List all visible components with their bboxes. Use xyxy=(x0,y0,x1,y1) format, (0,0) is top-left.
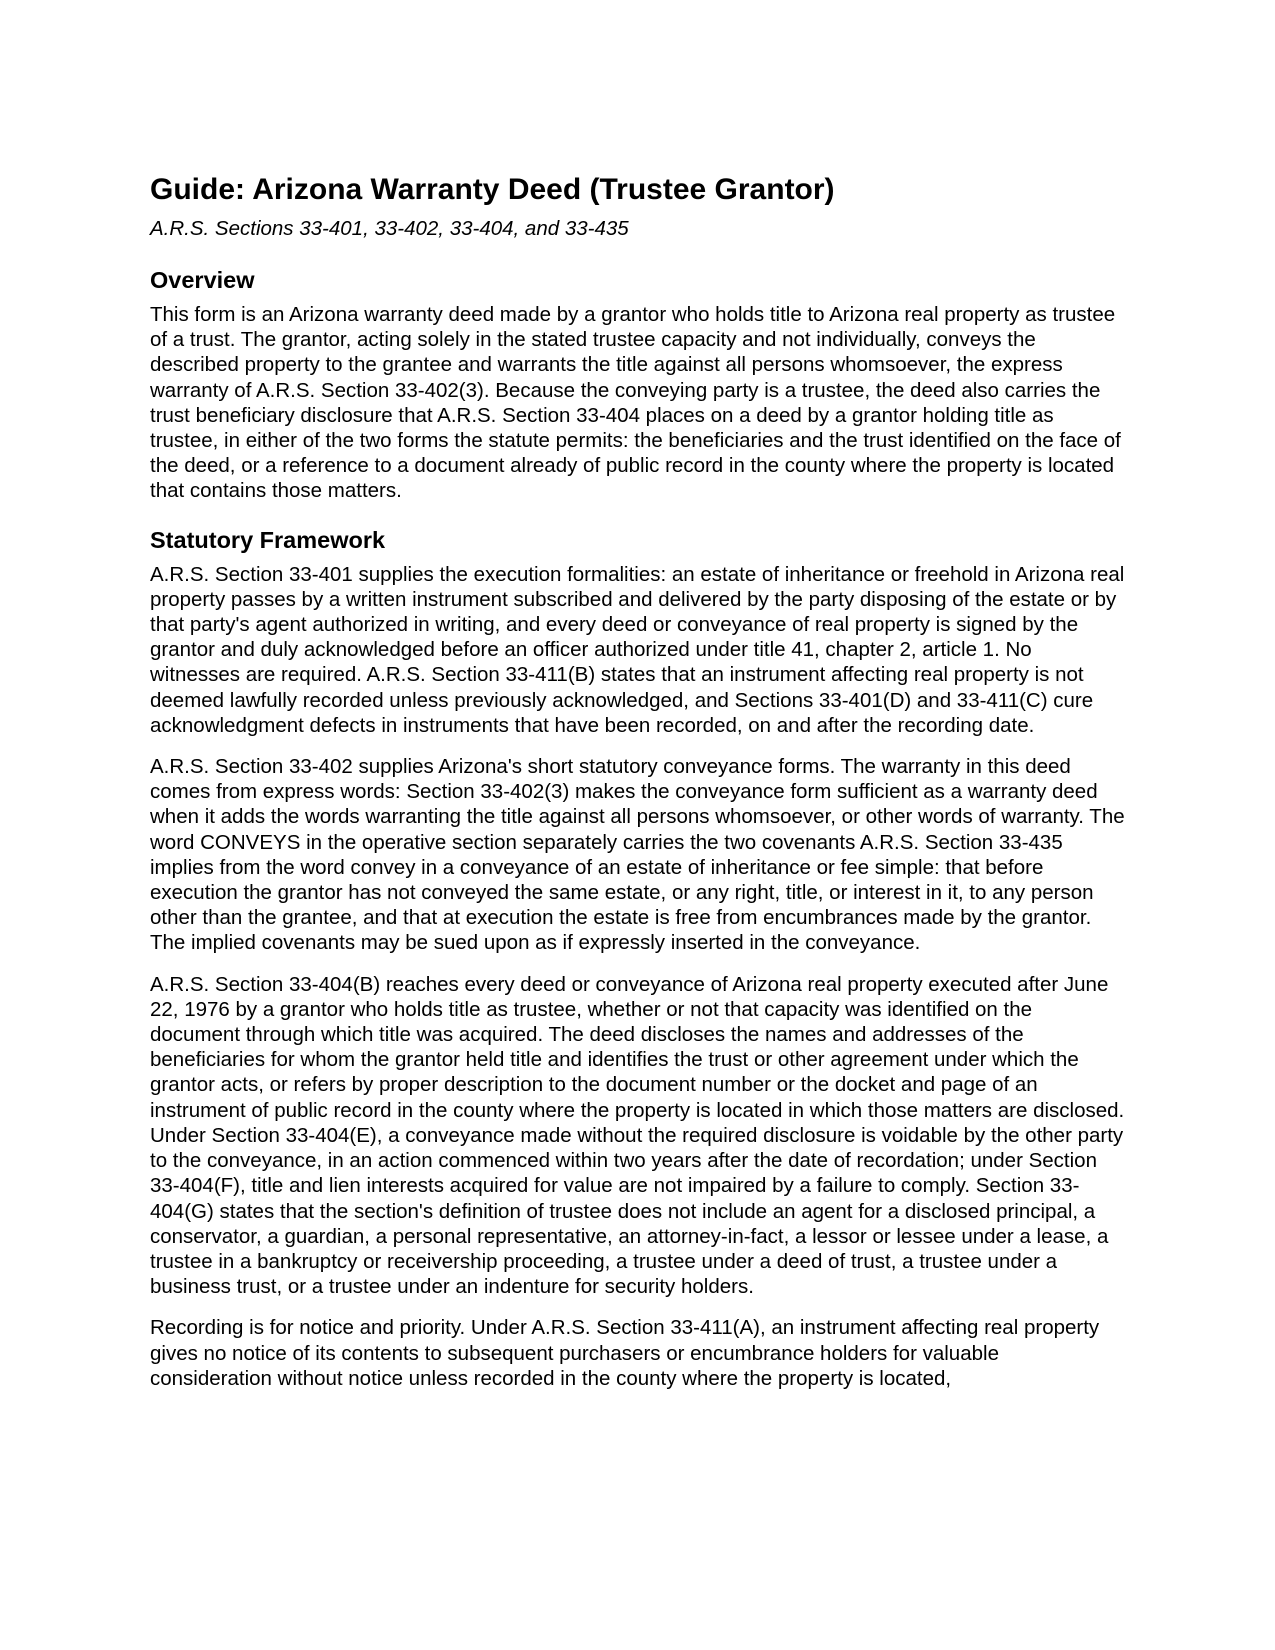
section-heading-overview: Overview xyxy=(150,267,255,293)
overview-paragraph: This form is an Arizona warranty deed made by a grantor who holds title to Arizona real property as trustee of a trust. The grantor, acting solely in the stated trustee capacity and not individually, conveys the described property to the grantee and warrants the title against all persons whomsoever, the express warranty of A.R.S. Section 33-402(3). Because the conveying party is a trustee, the deed also carries the trust beneficiary disclosure that A.R.S. Section 33-404 places on a deed by a grantor holding title as trustee, in either of the two forms the statute permits: the beneficiaries and the trust identified on the face of the deed, or a reference to a document already of public record in the county where the property is located that contains those matters. xyxy=(150,303,1121,503)
framework-paragraph-33-402: A.R.S. Section 33-402 supplies Arizona's short statutory conveyance forms. The warranty in this deed comes from express words: Section 33-402(3) makes the conveyance form sufficient as a warranty deed when it adds the words warranting the title against all persons whomsoever, or other words of warranty. The word CONVEYS in the operative section separately carries the two covenants A.R.S. Section 33-435 implies from the word convey in a conveyance of an estate of inheritance or fee simple: that before execution the grantor has not conveyed the same estate, or any right, title, or interest in it, to any person other than the grantee, and that at execution the estate is free from encumbrances made by the grantor. The implied covenants may be sued upon as if expressly inserted in the conveyance. xyxy=(150,755,1125,955)
section-overview xyxy=(150,266,1125,504)
section-statutory-framework xyxy=(150,526,1125,1391)
document-title: Guide: Arizona Warranty Deed (Trustee Grantor) xyxy=(150,173,835,206)
framework-paragraph-33-404: A.R.S. Section 33-404(B) reaches every deed or conveyance of Arizona real property executed after June 22, 1976 by a grantor who holds title as trustee, whether or not that capacity was identified on the document through which title was acquired. The deed discloses the names and addresses of the beneficiaries for whom the grantor held title and identifies the trust or other agreement under which the grantor acts, or refers by proper description to the document number or the docket and page of an instrument of public record in the county where the property is located in which those matters are disclosed. Under Section 33-404(E), a conveyance made without the required disclosure is voidable by the other party to the conveyance, in an action commenced within two years after the date of recordation; under Section 33-404(F), title and lien interests acquired for value are not impaired by a failure to comply. Section 33-404(G) states that the section's definition of trustee does not include an agent for a disclosed principal, a conservator, a guardian, a personal representative, an attorney-in-fact, a lessor or lessee under a lease, a trustee in a bankruptcy or receivership proceeding, a trustee under a deed of trust, a trustee under a business trust, or a trustee under an indenture for security holders. xyxy=(150,972,1125,1299)
section-heading-statutory-framework: Statutory Framework xyxy=(150,526,386,553)
framework-paragraph-recording: Recording is for notice and priority. Under A.R.S. Section 33-411(A), an instrument affecting real property gives no notice of its contents to subsequent purchasers or encumbrance holders for valuable consideration without notice unless recorded in the county where the property is located, xyxy=(150,1316,1100,1390)
statute-citation-subtitle: A.R.S. Sections 33-401, 33-402, 33-404, and 33-435 xyxy=(150,217,629,240)
framework-paragraph-33-401: A.R.S. Section 33-401 supplies the execution formalities: an estate of inheritance or freehold in Arizona real property passes by a written instrument subscribed and delivered by the party disposing of the estate or by that party's agent authorized in writing, and every deed or conveyance of real property is signed by the grantor and duly acknowledged before an officer authorized under title 41, chapter 2, article 1. No witnesses are required. A.R.S. Section 33-411(B) states that an instrument affecting real property is not deemed lawfully recorded unless previously acknowledged, and Sections 33-401(D) and 33-411(C) cure acknowledgment defects in instruments that have been recorded, on and after the recording date. xyxy=(150,562,1125,737)
document-page xyxy=(150,172,1125,1413)
